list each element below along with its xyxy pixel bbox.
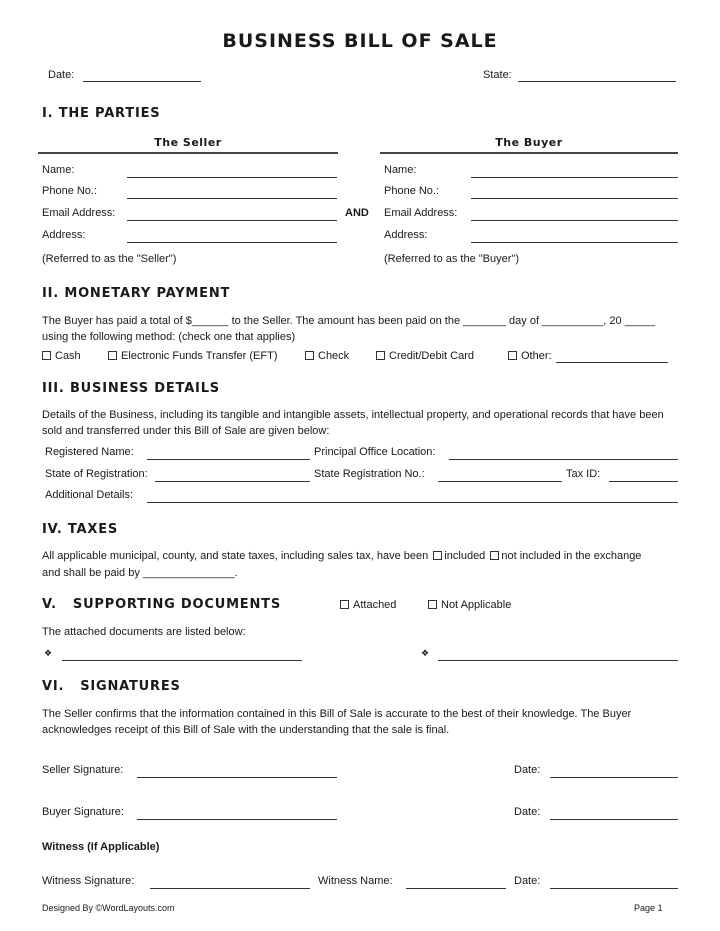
payment-text-line2: using the following method: (check one that applies) bbox=[42, 331, 296, 343]
buyer-address-label: Address: bbox=[384, 229, 428, 241]
buyer-address-field[interactable] bbox=[471, 242, 678, 243]
state-registration-field[interactable] bbox=[155, 481, 310, 482]
card-label: Credit/Debit Card bbox=[389, 350, 474, 362]
taxes-text-line2: and shall be paid by _______________. bbox=[42, 567, 238, 579]
section-signatures-heading: VI. SIGNATURES bbox=[42, 679, 181, 694]
seller-signature-field[interactable] bbox=[137, 777, 337, 778]
additional-details-field[interactable] bbox=[147, 502, 678, 503]
other-checkbox[interactable] bbox=[508, 351, 517, 360]
other-field[interactable] bbox=[556, 362, 668, 363]
section-taxes-heading: IV. TAXES bbox=[42, 522, 119, 537]
and-label: AND bbox=[345, 207, 369, 219]
witness-heading: Witness (If Applicable) bbox=[42, 841, 160, 853]
document-field-2[interactable] bbox=[438, 660, 678, 661]
witness-name-field[interactable] bbox=[406, 888, 506, 889]
taxes-text-a: All applicable municipal, county, and state taxes, including sales tax, have been bbox=[42, 550, 429, 562]
registered-name-label: Registered Name: bbox=[45, 446, 134, 458]
state-registration-no-label: State Registration No.: bbox=[314, 468, 425, 480]
eft-checkbox[interactable] bbox=[108, 351, 117, 360]
registered-name-field[interactable] bbox=[147, 459, 310, 460]
not-applicable-checkbox[interactable] bbox=[428, 600, 437, 609]
seller-heading: The Seller bbox=[154, 136, 222, 149]
payment-option-eft[interactable] bbox=[108, 350, 278, 362]
payment-option-cash[interactable] bbox=[42, 350, 81, 362]
signatures-text: The Seller confirms that the information contained in this Bill of Sale is accurate to the best of their knowledge. The Buyer acknowledges receipt of this Bill of Sale with the understanding that the sale is final. bbox=[42, 708, 632, 736]
buyer-note: (Referred to as the "Buyer") bbox=[384, 253, 519, 265]
seller-phone-field[interactable] bbox=[127, 198, 337, 199]
state-registration-no-field[interactable] bbox=[438, 481, 562, 482]
section-payment-heading: II. MONETARY PAYMENT bbox=[42, 286, 231, 301]
tax-id-label: Tax ID: bbox=[566, 468, 601, 480]
taxes-text-line1 bbox=[42, 550, 641, 562]
buyer-email-field[interactable] bbox=[471, 220, 678, 221]
buyer-date-label: Date: bbox=[514, 806, 541, 818]
buyer-phone-field[interactable] bbox=[471, 198, 678, 199]
buyer-email-label: Email Address: bbox=[384, 207, 458, 219]
witness-date-label: Date: bbox=[514, 875, 541, 887]
state-registration-label: State of Registration: bbox=[45, 468, 148, 480]
section-business-heading: III. BUSINESS DETAILS bbox=[42, 381, 220, 396]
payment-text-line1: The Buyer has paid a total of $______ to the Seller. The amount has been paid on the _______ day of __________, 20 _____ bbox=[42, 315, 656, 327]
included-checkbox[interactable] bbox=[433, 551, 442, 560]
seller-phone-label: Phone No.: bbox=[42, 185, 98, 197]
buyer-divider bbox=[380, 152, 678, 154]
cash-label: Cash bbox=[55, 350, 81, 362]
principal-office-field[interactable] bbox=[449, 459, 678, 460]
supporting-text: The attached documents are listed below: bbox=[42, 626, 246, 638]
bullet-icon: ❖ bbox=[44, 648, 53, 658]
seller-note: (Referred to as the "Seller") bbox=[42, 253, 177, 265]
section-parties-heading: I. THE PARTIES bbox=[42, 106, 161, 121]
other-label: Other: bbox=[521, 350, 552, 362]
cash-checkbox[interactable] bbox=[42, 351, 51, 360]
buyer-date-field[interactable] bbox=[550, 819, 678, 820]
tax-id-field[interactable] bbox=[609, 481, 678, 482]
witness-name-label: Witness Name: bbox=[318, 875, 393, 887]
footer-credit: Designed By ©WordLayouts.com bbox=[42, 903, 175, 913]
principal-office-label: Principal Office Location: bbox=[314, 446, 436, 458]
section-supporting-heading: V. SUPPORTING DOCUMENTS bbox=[42, 597, 282, 612]
check-checkbox[interactable] bbox=[305, 351, 314, 360]
buyer-phone-label: Phone No.: bbox=[384, 185, 440, 197]
buyer-heading: The Buyer bbox=[495, 136, 563, 149]
attached-checkbox[interactable] bbox=[340, 600, 349, 609]
eft-label: Electronic Funds Transfer (EFT) bbox=[121, 350, 278, 362]
additional-details-label: Additional Details: bbox=[45, 489, 134, 501]
seller-date-field[interactable] bbox=[550, 777, 678, 778]
not-included-checkbox[interactable] bbox=[490, 551, 499, 560]
seller-signature-label: Seller Signature: bbox=[42, 764, 124, 776]
buyer-name-field[interactable] bbox=[471, 177, 678, 178]
document-title: BUSINESS BILL OF SALE bbox=[222, 30, 498, 52]
date-label: Date: bbox=[48, 69, 75, 81]
seller-name-label: Name: bbox=[42, 164, 75, 176]
buyer-signature-field[interactable] bbox=[137, 819, 337, 820]
payment-option-check[interactable] bbox=[305, 350, 349, 362]
witness-signature-field[interactable] bbox=[150, 888, 310, 889]
seller-email-label: Email Address: bbox=[42, 207, 116, 219]
not-included-label: not included in the exchange bbox=[501, 550, 642, 562]
check-label: Check bbox=[318, 350, 350, 362]
seller-email-field[interactable] bbox=[127, 220, 337, 221]
seller-address-label: Address: bbox=[42, 229, 86, 241]
included-label: included bbox=[444, 550, 486, 562]
attached-option[interactable] bbox=[340, 599, 396, 611]
witness-signature-label: Witness Signature: bbox=[42, 875, 135, 887]
witness-date-field[interactable] bbox=[550, 888, 678, 889]
business-text: Details of the Business, including its tangible and intangible assets, intellectual property, and operational records that have been sold and transferred under this Bill of Sale are given below: bbox=[42, 409, 664, 437]
state-label: State: bbox=[483, 69, 512, 81]
not-applicable-label: Not Applicable bbox=[441, 599, 512, 611]
seller-divider bbox=[38, 152, 338, 154]
date-field[interactable] bbox=[83, 81, 201, 82]
card-checkbox[interactable] bbox=[376, 351, 385, 360]
page-number: Page 1 bbox=[634, 903, 663, 913]
state-field[interactable] bbox=[518, 81, 676, 82]
document-field-1[interactable] bbox=[62, 660, 302, 661]
seller-date-label: Date: bbox=[514, 764, 541, 776]
buyer-signature-label: Buyer Signature: bbox=[42, 806, 124, 818]
payment-option-card[interactable] bbox=[376, 350, 474, 362]
payment-option-other[interactable] bbox=[508, 350, 552, 362]
bullet-icon: ❖ bbox=[421, 648, 430, 658]
attached-label: Attached bbox=[353, 599, 397, 611]
seller-address-field[interactable] bbox=[127, 242, 337, 243]
not-applicable-option[interactable] bbox=[428, 599, 511, 611]
seller-name-field[interactable] bbox=[127, 177, 337, 178]
buyer-name-label: Name: bbox=[384, 164, 417, 176]
